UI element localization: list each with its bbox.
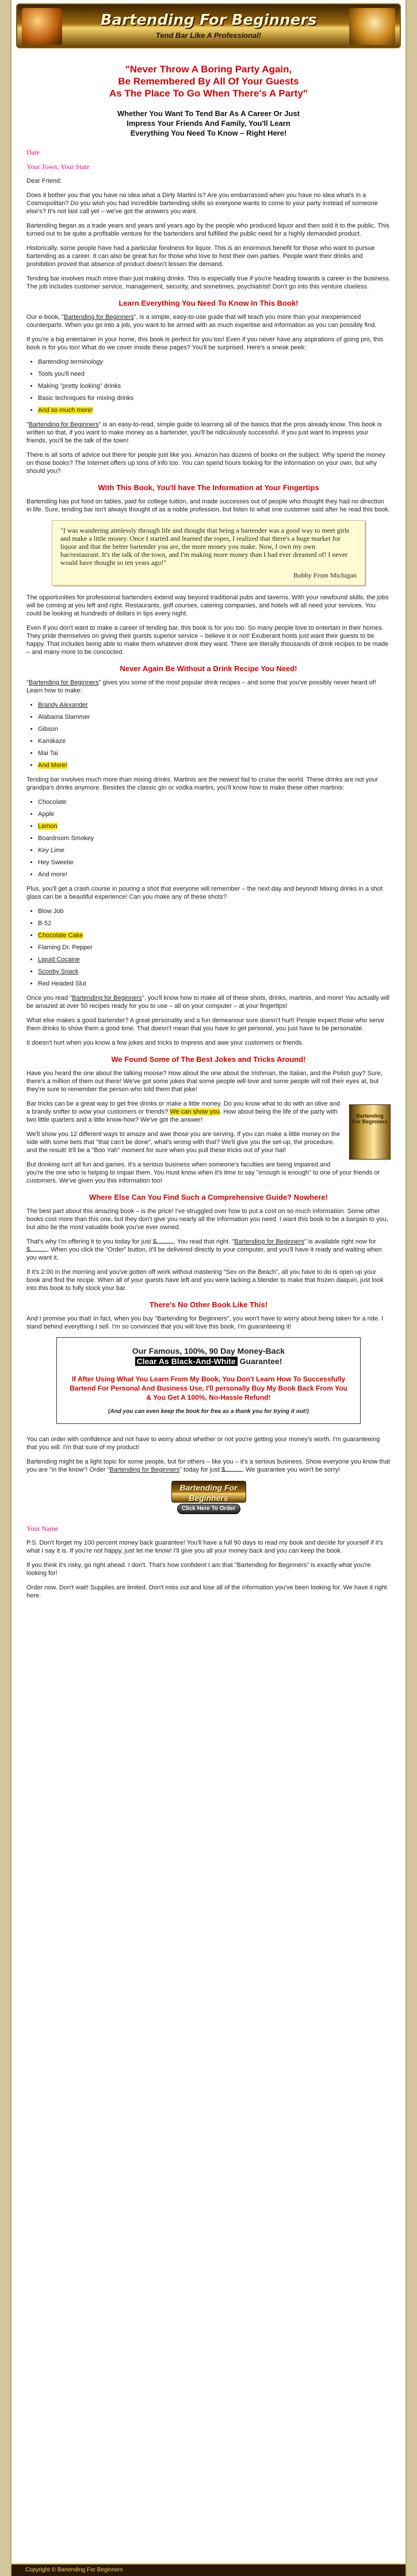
paragraph: Even if you don't want to make a career of tending bar, this book is for you too. So many people love to entertain in their homes. They pride themselves on giving their guests superior service – believe it or not! Exuberant hosts just want their guests to be happy. That includes being able to make them whatever drink they want. There are literally thousands of drink recipes to be made – and many more to be concocted.	[26, 625, 389, 656]
list-item: • B-52	[38, 919, 391, 927]
signature: Your Name	[26, 1524, 59, 1532]
list-item: • Lemon	[38, 822, 391, 830]
paragraph: If it's 2:00 in the morning and you've gotten off work without mastering "Sex on the Beach", all you have to do is open up your book and find the recipe. When all of your guests have left and you were lacking a blender to make that frozen daiquiri, just look into this book to fully stock your bar.	[26, 1269, 384, 1292]
list-item: • Making "pretty looking" drinks	[38, 382, 391, 390]
section-heading: Learn Everything You Need To Know In This Book!	[118, 299, 299, 307]
list-item: • Alabama Slammer	[38, 713, 391, 721]
paragraph: That's why I'm offering it to you today for just $ . You read that right. "Bartending for Beginners" is available right now for $ . When you click the "Order" button, it'll be delivered directly to your computer, and you'll have it ready and waiting when you want it.	[26, 1238, 382, 1261]
subhead-line: Everything You Need To Know – Right Here!	[130, 129, 287, 137]
price-blank: $	[221, 1466, 242, 1472]
paragraph: "Bartending for Beginners" gives you some of the most popular drink recipes – and some that you've possibly never heard of! Learn how to make:	[26, 679, 376, 694]
book-title-link[interactable]: Bartending for Beginners	[109, 1466, 180, 1473]
main-content	[12, 63, 405, 1600]
subhead-line: Whether You Want To Tend Bar As A Career Or Just	[117, 109, 300, 118]
price-blank: $	[153, 1238, 174, 1243]
postscript: Order now. Don't wait! Supplies are limited. Don't miss out and lose all of the information you've been looking for. We have it right here.	[26, 1584, 387, 1599]
list-item: • Gibson	[38, 725, 391, 733]
page	[10, 0, 407, 2576]
section-heading: We Found Some of The Best Jokes and Tricks Around!	[111, 1055, 306, 1064]
list-item: • And so much more!	[38, 406, 391, 414]
book-title-link[interactable]: Bartending for Beginners	[72, 995, 142, 1002]
banner-subtitle: Tend Bar Like A Professional!	[155, 31, 262, 40]
list-item: • Bartending terminology	[38, 358, 391, 366]
paragraph: What else makes a good bartender? A great personality and a fun demeanour sure doesn't hurt! People expect those who serve them drinks to show them a good time. That doesn't mean that you have to get personal, you just have to be personable.	[26, 1017, 385, 1032]
postscript: If you think it's risky, go right ahead. I don't. That's how confident I am that "Bartending for Beginners" is exactly what you're looking for!	[26, 1562, 371, 1577]
list-item: • Chocolate Cake	[38, 931, 391, 939]
paragraph: Have you heard the one about the talking moose? How about the one about the Irishman, the Italian, and the Polish guy? Sure, there's a million of them out there! We've got some jokes that some people will love and some people will roll their eyes at, but they're sure to remember the person who told them that joke!	[26, 1070, 382, 1093]
list-item: • Red Headed Slut	[38, 980, 391, 988]
martini-list	[26, 798, 391, 879]
book-title-link[interactable]: Bartending for Beginners	[234, 1238, 304, 1245]
paragraph: It doesn't hurt when you know a few jokes and tricks to impress and awe your customers or friends.	[26, 1039, 304, 1046]
guarantee-box	[56, 1337, 361, 1424]
section-heading: There's No Other Book Like This!	[149, 1300, 268, 1309]
guarantee-subtitle: Clear As Black-And-White Guarantee!	[67, 1356, 350, 1366]
list-item: • Boardroom Smokey	[38, 834, 391, 842]
book-title-link[interactable]: Bartending for Beginners	[28, 421, 99, 428]
guarantee-note: (And you can even keep the book for free as a thank you for trying it out!)	[108, 1408, 309, 1415]
testimonial-box	[52, 520, 365, 586]
subhead-line: Impress Your Friends And Family, You'll Learn	[127, 119, 290, 128]
list-item: • Tools you'll need	[38, 370, 391, 378]
headline	[26, 63, 391, 99]
section-heading: Never Again Be Without a Drink Recipe You Need!	[120, 664, 297, 673]
paragraph: Bar tricks can be a great way to get free drinks or make a little money. Do you know what to do with an olive and a brandy snifter to wow your customers or friends? We can show you. How about being the life of the party with two little quarters and a little know-how? We've got the answer!	[26, 1100, 341, 1123]
paragraph: Bartending began as a trade years and years and years ago by the people who produced liquor and then sold it to the public. This turned out to be quite a profitable venture for the bartenders and fulfilled the public need for a highly demanded product.	[26, 222, 389, 237]
postscript: P.S. Don't forget my 100 percent money back guarantee! You'll have a full 90 days to read my book and decide for yourself if it's what I say it is. If you're not happy, just let me know! I'll give you all your money back and you can keep the book.	[26, 1539, 384, 1554]
list-item: • And More!	[38, 761, 391, 769]
paragraph: You can order with confidence and not have to worry about whether or not you're getting your money's worth. I'm guaranteeing that you will. I'm that sure of my product!	[26, 1436, 380, 1451]
paragraph: Tending bar involves much more than just making drinks. This is especially true if you're heading towards a career in the business. The job includes customer service, management, security, and sometimes, psychiatrist! Don't go into this venture clueless.	[26, 275, 391, 290]
paragraph: Plus, you'll get a crash course in pouring a shot that everyone will remember – the next day and beyond! Mixing drinks in a shot glass can be a beautiful experience! Can you make any of these shots?	[26, 885, 383, 900]
letter-location: Your Town, Your State	[26, 163, 90, 171]
paragraph: But drinking isn't all fun and games. It's a serious business when someone's faculties are being impaired and you're the one who is helping to impair them. You must know when it's time to say "enough is enough" to one of your friends or customers. We've given you this information too!	[26, 1161, 380, 1184]
paragraph: Bartending might be a light topic for some people, but for others – like you – it's a serious business. Show everyone you know that you are "in the know"! Order "Bartending for Beginners" today for just $ . We guarantee you won't be sorry!	[26, 1458, 390, 1473]
paragraph: And I promise you that! In fact, when you buy "Bartending for Beginners", you won't have to worry about being taken for a ride. I stand behind everything I sell. I'm so convinced that you will love this book, I'm guaranteeing it!	[26, 1315, 384, 1330]
list-item: • Liquid Cocaine	[38, 956, 391, 964]
book-title-link[interactable]: Bartending for Beginners	[28, 679, 99, 686]
paragraph: Tending bar involves much more than mixing drinks. Martinis are the newest fad to cruise the world. These drinks are not your grandpa's drinks anymore. Besides the classic gin or vodka martini, you'll know how to make these other martinis:	[26, 776, 378, 791]
paragraph: Bartending has put food on tables, paid for college tuition, and made successes out of people who thought they had no direction in life. Sure, tending bar isn't always thought of as a noble profession, but listen to what one customer said after he read this book.	[26, 498, 390, 513]
subheadline	[26, 109, 391, 138]
list-item: • Mai Tai	[38, 749, 391, 757]
guarantee-title: Our Famous, 100%, 90 Day Money-Back	[132, 1346, 285, 1356]
list-item: • Scooby Snack	[38, 968, 391, 976]
list-item: • Brandy Alexander	[38, 701, 391, 709]
drink-list	[26, 701, 391, 769]
tricks-block	[26, 1100, 391, 1185]
list-item: • Key Lime	[38, 846, 391, 854]
paragraph: The best part about this amazing book – is the price! I've struggled over how to put a cost on so much information. Some other books cost more than this one, but they don't give you nearly all the information you need. I want this book to be a bargain to you, but also be the most valuable book you've ever owned.	[26, 1208, 388, 1231]
banner-title: Bartending For Beginners	[100, 11, 317, 29]
order-logo: Bartending For Beginners	[171, 1481, 246, 1503]
paragraph: Our e-book, "Bartending for Beginners", is a simple, easy-to-use guide that will teach you more than your inexperienced counterparts. When you go into a job, you want to be armed with as much expertise and information as you can possibly find.	[26, 314, 377, 329]
paragraph: Historically, some people have had a particular fondness for liquor. This is an enormous benefit for those who want to pursue bartending as a career. It can also be great fun for those who love to host their own parties. People want their drinks and prohibition proved that absence of product doesn't lessen the demand.	[26, 245, 375, 268]
list-item: • Kamikaze	[38, 737, 391, 745]
paragraph: The opportunities for professional bartenders extend way beyond traditional pubs and taverns. With your newfound skills, the jobs will be coming at you left and right. Restaurants, golf courses, catering companies, and hotels will all need your services. You could be looking at hundreds of dollars in tips every night.	[26, 594, 389, 617]
paragraph: We'll show you 12 different ways to amaze and awe those you are serving. If you can make a little money on the side with some bets that "that can't be done", what's wrong with that? We'll give you the set-up, the procedure, and the result! It'll be a "Boo Yah" moment for sure when you pull these tricks out of your hat!	[26, 1131, 341, 1154]
list-item: • And more!	[38, 871, 391, 879]
ebook-cover-label: Bartending For Beginners	[352, 1113, 388, 1125]
paragraph: If you're a big entertainer in your home, this book is perfect for you too! Even if you never have any aspirations of going pro, this book is for you too! What do we cover inside these pages? You'll be surprised. Here's a sneak peek:	[26, 336, 384, 351]
list-item: • Basic techniques for mixing drinks	[38, 394, 391, 402]
paragraph: There is all sorts of advice out there for people just like you. Amazon has dozens of books on the subject. Why spend the money on those books? The Internet offers up tons of info too. You can spend hours looking for the information on your own, but why should you?	[26, 452, 385, 475]
footer-copyright: Copyright © Bartending For Beginners	[12, 2563, 405, 2576]
order-now-button[interactable]: Click Here To Order Now	[177, 1504, 240, 1514]
list-item: • Flaming Dr. Pepper	[38, 944, 391, 952]
list-item: • Hey Sweetie	[38, 858, 391, 867]
order-section	[26, 1481, 391, 1521]
feature-list	[26, 358, 391, 414]
price-blank: $	[26, 1246, 47, 1252]
letter-greeting: Dear Friend:	[26, 178, 62, 184]
headline-line: "Never Throw A Boring Party Again,	[125, 64, 292, 75]
paragraph: Once you read "Bartending for Beginners", you'll know how to make all of these shots, drinks, martinis, and more! You actually will be amazed at over 50 recipes ready for you to use – all on your computer – at your fingertips!	[26, 995, 390, 1010]
letter-date: Date	[26, 148, 40, 156]
testimonial-author: Bobby From Michigan	[293, 571, 357, 579]
paragraph: Does it bother you that you have no idea what a Dirty Martini is? Are you embarrassed when you have no idea what's in a Cosmopolitan? Do you wish you had incredible bartending skills so everyone wants to come to your party instead of someone else's? It's not last call yet – we've got the answers you want.	[26, 192, 378, 215]
list-item: • Chocolate	[38, 798, 391, 806]
section-heading: Where Else Can You Find Such a Comprehensive Guide? Nowhere!	[89, 1193, 328, 1202]
ebook-cover-image	[349, 1104, 391, 1160]
guarantee-promise: If After Using What You Learn From My Book, You Don't Learn How To Successfully Bartend For Personal And Business Use, I'll personally Buy My Book Back From You & You Get A 100%, No-Hassle Refund!	[70, 1375, 347, 1401]
list-item: • Blow Job	[38, 907, 391, 915]
shot-list	[26, 907, 391, 988]
book-title-link[interactable]: Bartending for Beginners	[64, 314, 134, 321]
testimonial-text: "I was wandering aimlessly through life and thought that being a bartender was a good way to meet girls and make a little money. Once I started and learned the ropes, I realized that there's a huge market for liquor and that the better bartender you are, the more money you make. Now, I own my own bar/restaurant. It's the talk of the town, and I'm making more money than I had ever dreamed of! I never would have thought so ten years ago!"	[60, 526, 350, 567]
section-heading: With This Book, You'll have The Information at Your Fingertips	[98, 483, 319, 492]
list-item: • Apple	[38, 810, 391, 818]
header-banner	[16, 3, 401, 48]
paragraph: "Bartending for Beginners" is an easy-to-read, simple guide to learning all of the basics that the pros already know. This book is written so that, if you want to make money as a bartender, you'll be ridiculously successful. If you just want to impress your friends, you'll be the talk of the town!	[26, 421, 382, 444]
headline-line: Be Remembered By All Of Your Guests	[118, 76, 299, 87]
headline-line: As The Place To Go When There's A Party"	[109, 88, 308, 99]
